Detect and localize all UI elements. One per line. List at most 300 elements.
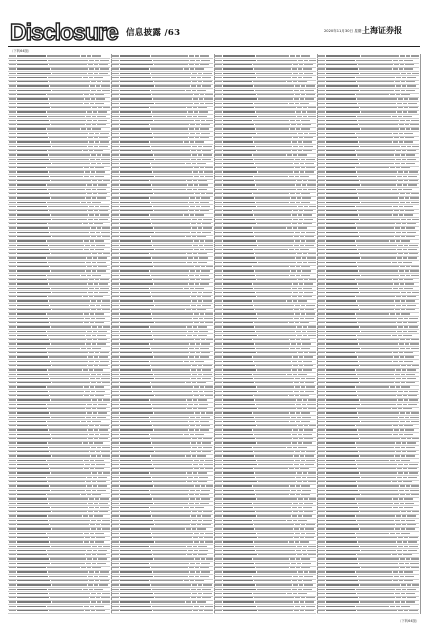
table-cell: [302, 197, 311, 198]
table-cell: [300, 318, 304, 319]
table-cell: [97, 455, 101, 456]
table-cell: [411, 55, 419, 56]
table-cell: [298, 374, 307, 375]
table-cell: [318, 580, 325, 581]
table-cell: [95, 167, 104, 168]
table-cell: [112, 352, 119, 353]
table-cell: [199, 610, 203, 611]
table-cell: [295, 322, 299, 323]
table-cell: [51, 343, 85, 344]
table-cell: [47, 331, 86, 332]
table-cell: [9, 236, 16, 237]
table-cell: [197, 528, 206, 529]
table-cell: [189, 503, 194, 504]
table-cell: [112, 374, 119, 375]
table-cell: [300, 537, 304, 538]
table-cell: [299, 429, 303, 430]
table-cell: [206, 558, 213, 559]
table-cell: [359, 68, 392, 69]
table-cell: [360, 219, 400, 220]
table-cell: [326, 193, 357, 194]
table-cell: [120, 455, 150, 456]
table-cell: [48, 279, 88, 280]
table-cell: [407, 159, 416, 160]
table-cell: [253, 266, 289, 267]
table-cell: [195, 507, 204, 508]
table-cell: [361, 184, 396, 185]
table-cell: [301, 378, 305, 379]
table-cell: [403, 184, 407, 185]
table-cell: [97, 520, 101, 521]
table-cell: [9, 197, 16, 198]
table-cell: [407, 438, 411, 439]
table-cell: [191, 85, 196, 86]
table-cell: [318, 154, 325, 155]
table-cell: [17, 206, 47, 207]
table-cell: [223, 146, 255, 147]
table-cell: [215, 442, 222, 443]
table-cell: [293, 438, 298, 439]
table-cell: [308, 546, 316, 547]
table-cell: [401, 533, 410, 534]
table-cell: [318, 266, 325, 267]
table-cell: [192, 300, 197, 301]
table-cell: [9, 378, 16, 379]
table-cell: [296, 275, 300, 276]
table-cell: [90, 159, 95, 160]
table-cell: [98, 107, 102, 108]
table-cell: [47, 94, 83, 95]
table-cell: [403, 257, 407, 258]
table-cell: [406, 236, 415, 237]
table-cell: [399, 580, 403, 581]
table-cell: [215, 283, 222, 284]
table-cell: [308, 399, 316, 400]
table-cell: [403, 111, 407, 112]
table-cell: [215, 133, 222, 134]
table-cell: [17, 283, 48, 284]
table-cell: [356, 442, 395, 443]
continued-note: （下转64版）: [10, 49, 32, 53]
table-cell: [17, 279, 47, 280]
table-cell: [102, 300, 110, 301]
table-cell: [89, 352, 94, 353]
table-cell: [318, 404, 325, 405]
table-cell: [295, 249, 299, 250]
table-cell: [405, 197, 409, 198]
table-cell: [199, 477, 208, 478]
table-cell: [223, 533, 256, 534]
table-cell: [205, 103, 213, 104]
table-cell: [411, 339, 419, 340]
table-cell: [406, 382, 415, 383]
table-cell: [195, 283, 199, 284]
table-cell: [301, 494, 310, 495]
table-cell: [408, 468, 417, 469]
table-cell: [326, 477, 360, 478]
table-cell: [152, 515, 190, 516]
table-cell: [112, 395, 119, 396]
table-cell: [409, 472, 418, 473]
table-cell: [308, 116, 316, 117]
table-cell: [93, 120, 97, 121]
table-cell: [199, 171, 203, 172]
table-cell: [399, 197, 404, 198]
table-cell: [151, 511, 191, 512]
table-cell: [17, 202, 46, 203]
table-cell: [400, 210, 404, 211]
table-cell: [97, 563, 106, 564]
table-cell: [203, 227, 212, 228]
table-cell: [203, 374, 212, 375]
table-cell: [89, 507, 94, 508]
table-cell: [198, 292, 202, 293]
table-cell: [89, 133, 94, 134]
table-cell: [17, 417, 50, 418]
table-cell: [51, 288, 88, 289]
table-cell: [406, 81, 415, 82]
table-cell: [298, 442, 302, 443]
table-cell: [184, 361, 189, 362]
table-cell: [193, 326, 197, 327]
table-cell: [9, 176, 16, 177]
table-cell: [92, 494, 101, 495]
table-cell: [199, 537, 203, 538]
table-cell: [101, 232, 110, 233]
table-cell: [9, 180, 16, 181]
table-cell: [103, 253, 110, 254]
table-cell: [112, 60, 119, 61]
table-cell: [192, 292, 197, 293]
table-cell: [193, 171, 198, 172]
table-cell: [318, 210, 325, 211]
table-cell: [223, 335, 257, 336]
table-cell: [405, 137, 414, 138]
table-cell: [84, 240, 89, 241]
table-cell: [394, 429, 399, 430]
table-cell: [404, 180, 408, 181]
table-cell: [112, 245, 119, 246]
table-cell: [94, 77, 103, 78]
table-cell: [9, 541, 16, 542]
table-cell: [112, 601, 119, 602]
table-cell: [293, 137, 298, 138]
table-cell: [303, 189, 307, 190]
table-cell: [151, 236, 185, 237]
table-cell: [90, 305, 95, 306]
table-cell: [112, 451, 119, 452]
table-cell: [112, 546, 119, 547]
table-cell: [289, 541, 294, 542]
table-cell: [192, 447, 197, 448]
table-cell: [120, 425, 152, 426]
table-cell: [102, 163, 110, 164]
table-cell: [102, 601, 110, 602]
table-cell: [318, 507, 325, 508]
table-cell: [326, 270, 358, 271]
table-cell: [112, 421, 119, 422]
table-cell: [318, 610, 325, 611]
table-cell: [299, 511, 303, 512]
table-cell: [92, 262, 96, 263]
table-cell: [120, 111, 151, 112]
table-cell: [255, 326, 296, 327]
table-cell: [257, 77, 291, 78]
table-cell: [95, 249, 104, 250]
table-cell: [152, 223, 190, 224]
table-cell: [204, 245, 213, 246]
table-cell: [201, 206, 210, 207]
table-cell: [95, 68, 99, 69]
table-cell: [308, 472, 316, 473]
table-cell: [400, 348, 405, 349]
table-cell: [326, 597, 358, 598]
table-cell: [95, 214, 99, 215]
table-cell: [358, 283, 393, 284]
table-cell: [9, 326, 16, 327]
table-cell: [87, 339, 92, 340]
table-cell: [401, 438, 406, 439]
table-cell: [112, 283, 119, 284]
table-cell: [406, 227, 415, 228]
table-cell: [318, 378, 325, 379]
table-cell: [9, 116, 16, 117]
table-cell: [17, 576, 48, 577]
table-cell: [406, 520, 415, 521]
table-cell: [112, 391, 119, 392]
table-cell: [295, 232, 300, 233]
table-cell: [200, 533, 204, 534]
table-cell: [326, 352, 355, 353]
table-cell: [112, 318, 119, 319]
table-cell: [17, 111, 46, 112]
table-cell: [187, 180, 192, 181]
table-cell: [411, 348, 419, 349]
table-cell: [254, 361, 291, 362]
table-cell: [360, 546, 397, 547]
table-cell: [198, 520, 202, 521]
table-cell: [120, 171, 152, 172]
table-cell: [406, 275, 410, 276]
table-cell: [400, 128, 405, 129]
table-cell: [402, 223, 406, 224]
table-cell: [318, 296, 325, 297]
table-cell: [97, 417, 106, 418]
table-cell: [100, 206, 109, 207]
table-cell: [307, 257, 316, 258]
table-cell: [295, 395, 299, 396]
table-cell: [318, 434, 325, 435]
table-cell: [318, 227, 325, 228]
table-cell: [49, 374, 90, 375]
table-cell: [9, 584, 16, 585]
table-cell: [97, 163, 101, 164]
table-cell: [326, 451, 358, 452]
table-cell: [195, 558, 200, 559]
table-cell: [50, 524, 89, 525]
table-cell: [215, 279, 222, 280]
table-cell: [151, 567, 188, 568]
table-cell: [306, 85, 315, 86]
table-cell: [393, 507, 398, 508]
table-cell: [305, 171, 314, 172]
table-cell: [298, 515, 302, 516]
table-cell: [150, 326, 186, 327]
table-cell: [152, 167, 193, 168]
table-cell: [51, 253, 91, 254]
table-cell: [308, 189, 316, 190]
table-cell: [192, 236, 196, 237]
table-cell: [402, 597, 406, 598]
table-cell: [409, 537, 418, 538]
table-cell: [9, 369, 16, 370]
table-cell: [189, 429, 194, 430]
table-cell: [318, 460, 325, 461]
table-cell: [404, 107, 408, 108]
table-cell: [403, 404, 407, 405]
table-cell: [90, 249, 94, 250]
table-cell: [9, 515, 16, 516]
table-cell: [49, 210, 87, 211]
table-cell: [192, 146, 197, 147]
table-cell: [206, 412, 213, 413]
table-cell: [17, 554, 47, 555]
table-cell: [301, 524, 305, 525]
table-cell: [298, 68, 302, 69]
table-cell: [307, 477, 316, 478]
table-cell: [184, 288, 189, 289]
table-cell: [51, 490, 85, 491]
table-cell: [318, 490, 325, 491]
table-cell: [17, 245, 48, 246]
table-cell: [198, 253, 207, 254]
table-cell: [298, 498, 303, 499]
table-cell: [99, 219, 108, 220]
table-cell: [112, 111, 119, 112]
table-cell: [361, 202, 399, 203]
table-cell: [396, 589, 401, 590]
table-cell: [93, 558, 97, 559]
table-cell: [95, 103, 104, 104]
table-cell: [120, 576, 153, 577]
table-cell: [290, 412, 295, 413]
table-cell: [91, 227, 96, 228]
masthead: [8, 19, 420, 45]
table-cell: [255, 455, 293, 456]
table-cell: [153, 133, 189, 134]
table-cell: [357, 593, 394, 594]
table-cell: [191, 223, 196, 224]
table-cell: [81, 567, 86, 568]
table-cell: [17, 180, 50, 181]
table-cell: [120, 214, 149, 215]
table-cell: [256, 567, 289, 568]
table-cell: [318, 98, 325, 99]
table-cell: [17, 511, 51, 512]
table-cell: [293, 81, 297, 82]
table-cell: [407, 524, 416, 525]
table-cell: [194, 249, 199, 250]
table-cell: [318, 468, 325, 469]
table-cell: [9, 331, 16, 332]
table-cell: [304, 352, 308, 353]
table-cell: [223, 300, 252, 301]
table-cell: [215, 300, 222, 301]
table-cell: [294, 90, 299, 91]
table-cell: [89, 361, 94, 362]
table-cell: [301, 348, 310, 349]
table-cell: [17, 464, 48, 465]
table-cell: [9, 567, 16, 568]
table-cell: [399, 507, 403, 508]
table-cell: [223, 442, 256, 443]
table-cell: [302, 490, 311, 491]
table-cell: [191, 159, 196, 160]
table-cell: [215, 64, 222, 65]
table-cell: [9, 257, 16, 258]
table-cell: [215, 184, 222, 185]
table-cell: [223, 348, 255, 349]
table-cell: [196, 343, 200, 344]
table-cell: [153, 98, 192, 99]
table-cell: [223, 137, 252, 138]
table-cell: [151, 202, 188, 203]
table-cell: [404, 171, 408, 172]
table-cell: [215, 197, 222, 198]
table-cell: [301, 558, 310, 559]
table-cell: [318, 150, 325, 151]
table-cell: [112, 464, 119, 465]
table-cell: [9, 554, 16, 555]
table-cell: [189, 576, 194, 577]
table-cell: [206, 120, 213, 121]
table-cell: [155, 232, 190, 233]
table-cell: [299, 283, 303, 284]
table-cell: [223, 210, 252, 211]
table-cell: [112, 468, 119, 469]
table-cell: [298, 447, 307, 448]
table-cell: [318, 309, 325, 310]
table-cell: [253, 485, 289, 486]
table-cell: [112, 490, 119, 491]
table-cell: [403, 103, 407, 104]
table-cell: [102, 455, 110, 456]
table-cell: [318, 442, 325, 443]
table-cell: [87, 348, 91, 349]
table-cell: [412, 292, 419, 293]
table-cell: [112, 171, 119, 172]
table-cell: [120, 541, 154, 542]
table-cell: [98, 558, 107, 559]
table-cell: [390, 533, 395, 534]
table-cell: [308, 262, 316, 263]
table-cell: [292, 580, 297, 581]
table-cell: [326, 490, 358, 491]
table-cell: [404, 472, 408, 473]
table-cell: [293, 576, 298, 577]
table-cell: [296, 485, 300, 486]
table-cell: [406, 601, 415, 602]
table-cell: [254, 214, 291, 215]
table-cell: [302, 184, 306, 185]
table-cell: [197, 236, 206, 237]
table-cell: [298, 507, 302, 508]
table-cell: [198, 399, 207, 400]
table-cell: [99, 576, 108, 577]
table-cell: [17, 249, 49, 250]
table-cell: [120, 378, 154, 379]
table-cell: [96, 171, 105, 172]
